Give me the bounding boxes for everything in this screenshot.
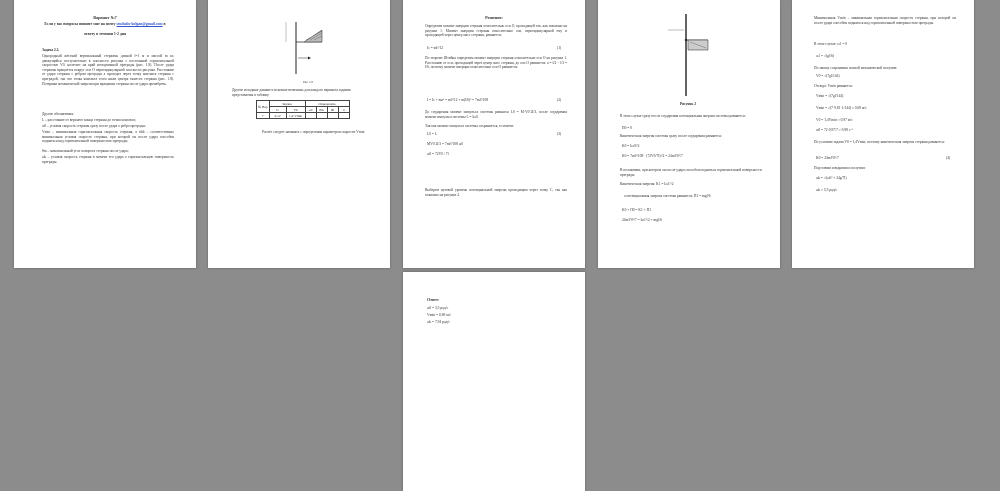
figure-caption: Рис. 1.8 <box>303 80 313 84</box>
variant-table <box>256 100 350 119</box>
solution-title: Решение: <box>485 15 503 20</box>
email-notice <box>24 22 186 27</box>
calc-note: Расчёт следует начинать с определения параметров скорости Vmin <box>262 130 365 134</box>
answer-3: ωk = 7,94 рад/с <box>427 320 450 324</box>
table-header-given: Задано <box>269 101 305 107</box>
p4-text-2: Кинетическая энергия системы сразу после соударения равняется: <box>620 134 722 138</box>
designations-title: Другие обозначения: <box>42 112 75 116</box>
document-page-3 <box>403 0 585 268</box>
variant-title: Вариант №7 <box>93 15 117 20</box>
p4-text-1: В этом случае сразу после соударения потенциальная энергия системы равняется: <box>620 114 746 118</box>
solution-text-1: Определим момент инерции стержня относительно оси O, проходящей так, как показано на рисунке 1. Момент инерции стержня относительно оси, перпендикулярной ему и проходящей через центр масс стержня, равняется: <box>425 24 568 38</box>
table-header-determine: Определить <box>305 101 349 107</box>
solution-text-3: До соударения момент импульса системы равнялся L0 = M·V0·2l/3, после соударения момент импульса системы L = Iω0. <box>425 110 568 119</box>
designation-1: L – расстояние от верхнего конца стержня до точки контакта; <box>42 118 136 122</box>
p5-text-4: Отсюда: Vmin равняется: <box>814 84 853 88</box>
p5-text-3: По закону сохранения полной механической получим: <box>814 66 898 70</box>
email-notice-tail: в <box>163 22 166 26</box>
document-page-4 <box>598 0 780 268</box>
document-page-6 <box>403 272 585 491</box>
equation-3: L0 = L <box>427 132 438 136</box>
designation-3: Vmin – минимальная горизонтальная скорость стержня, а ribb – соответственно минимальная угловая скорость стержня, при которой он после удара способен подняться над горизонтальной поверхностью преграды; <box>42 130 175 144</box>
p5-eq-2: V0 = √(7gl/144) <box>816 74 840 78</box>
table-col: l1 <box>269 107 286 113</box>
p5-text-6: Подставим и выразим и получим: <box>814 166 866 170</box>
table-cell: 7 <box>257 113 270 119</box>
table-cell: 1,4·Vmin <box>286 113 305 119</box>
p4-eq-3: K0 = 7ml²/108 · (72V0/7l)²/2 = 24mV0²/7 <box>622 154 683 158</box>
table-intro: Другие исходные данные и искомые величины для каждого варианта задания представлены в таблице <box>232 88 352 97</box>
designation-2: ω0 – угловая скорость стержня сразу после удара о ребро преграды; <box>42 124 146 128</box>
p4-eq-5: 24mV0²/7 = Iω1²/2 + mgl/6 <box>622 218 662 222</box>
p4-text-4: Кинетическая энергия: K1 = Iω1²/2 <box>620 182 674 186</box>
table-col: θm <box>316 107 327 113</box>
solution-text-5: Выберем нулевой уровень потенциальной энергии проходящим через точку C, так как показано на рисунке 2. <box>425 188 568 197</box>
designation-4: θm – максимальный угол поворота стержня после удара; <box>42 149 129 153</box>
task-title: Задача 2.2. <box>42 48 60 52</box>
designation-5: ωk – угловая скорость стержня в момент его удара о горизонтальную поверхность преграды. <box>42 155 175 164</box>
p4-text-3: В положении, при котором он после удара способен подняться горизонтальной поверхности преграды <box>620 168 763 177</box>
email-link[interactable]: studiabs-kolgan@gmail.com <box>116 22 163 26</box>
table-row <box>257 113 350 119</box>
table-cell <box>327 113 338 119</box>
task-body: Однородный жёсткий вертикальный стержень длиной l=1 м и массой m кг, движущийся поступательно в плоскости рисунка с постоянной горизонтальной скоростью V0, налетает на край неподвижной преграды (рис. 1.8). После удара стержень вращается вокруг оси O перпендикулярной плоскости рисунка. Расстояние от удара стержня с ребром преграды а проходит через точку контакта стержня с преградой, так что точка контакта этого ниже центра тяжести стержня (рис. 1.8). Потерями механической энергии при вращении стержня после удара пренебречь. <box>42 54 175 86</box>
p5-eq-8: ωk = √(ω0² + 24g/7l) <box>816 176 847 180</box>
p5-eq-3: Vmin = √(7gl/144) <box>816 94 844 98</box>
table-cell <box>305 113 316 119</box>
table-cell: 0,12 <box>269 113 286 119</box>
table-col: V0 <box>286 107 305 113</box>
rod-figure-2 <box>658 10 718 100</box>
document-page-5 <box>792 0 974 268</box>
equation-4: MV0 2l/3 = 7ml²/108 ω0 <box>427 142 464 146</box>
solution-text-4: Так как момент импульса системы сохраняется, то имеем: <box>425 124 514 128</box>
table-cell <box>316 113 327 119</box>
equation-2: I = Ic + ma² = ml²/12 + m(l/6)² = 7ml²/108 <box>427 98 489 102</box>
p5-eq-7: K0 = 24mV0²/7 <box>816 156 839 160</box>
figure-2-caption: Рисунок 2 <box>679 102 697 106</box>
p5-text-1: Минимальная Vmin – минимальная горизонтальная скорость стержня, при которой он после удара способен подняться над горизонтальной поверхностью преграды. <box>814 16 957 25</box>
p5-eq-6: ω0 = 72·0,97/7 ≈ 9,98 с⁻¹ <box>816 128 854 132</box>
solution-text-2: По теореме Штейна определим момент инерции стержня относительно оси O на рисунке 1. Расстояние от оси, проходящей через центр масс стержня, до оси O равняется: a = l/2 − l/3 = l/6, поэтому момент инерции относительно оси O равняется: <box>425 56 568 70</box>
p4-eq-1: П0 = 0 <box>622 126 633 130</box>
p5-eq-1: ω1 = √(gl/6) <box>816 54 834 58</box>
answer-title: Ответ: <box>427 297 440 302</box>
document-page-1 <box>14 0 196 268</box>
p5-eq-7-number: (4) <box>946 156 951 160</box>
table-header-no: № Вар <box>257 101 270 113</box>
p5-eq-4: Vmin = √(7·9,81·1/144) ≈ 0,69 м/с <box>816 106 867 110</box>
equation-1-number: (1) <box>557 46 562 50</box>
p5-text-2: В этом случае: ω1 = 0 <box>814 42 848 46</box>
p4-text-5: а потенциальная энергия системы равняется: П1 = mgl/6 <box>624 194 711 198</box>
p5-text-5: По условию задачи V0 = 1,4Vmin, поэтому кинетическая энергия стержня равняется: <box>814 140 945 144</box>
p4-eq-2: K0 = Iω0²/2 <box>622 144 640 148</box>
equation-1: Ic = ml²/12 <box>427 46 444 50</box>
table-col: θ0 <box>327 107 338 113</box>
p5-eq-5: V0 = 1,4Vmin ≈ 0,97 м/с <box>816 118 853 122</box>
equation-5: ω0 = 72V0 / 7l <box>427 152 449 156</box>
rod-figure <box>278 18 338 78</box>
table-cell <box>338 113 349 119</box>
table-col: d <box>338 107 349 113</box>
answer-2: Vmin = 0,69 м/с <box>427 313 452 317</box>
p4-eq-4: K0 + П0 = K1 + П1 <box>622 208 652 212</box>
p5-eq-9: ωk ≈ 5,5 рад/с <box>816 188 838 192</box>
table-col: ω0 <box>305 107 316 113</box>
document-page-2 <box>208 0 390 268</box>
email-notice-text: Если у вас вопросы пишите мне на почту <box>44 22 116 26</box>
equation-3-number: (3) <box>557 132 562 136</box>
equation-2-number: (2) <box>557 98 562 102</box>
email-notice-2: ответу в течении 1-2 дня <box>83 32 127 36</box>
answer-1: ω0 = 3,5 рад/с <box>427 306 449 310</box>
